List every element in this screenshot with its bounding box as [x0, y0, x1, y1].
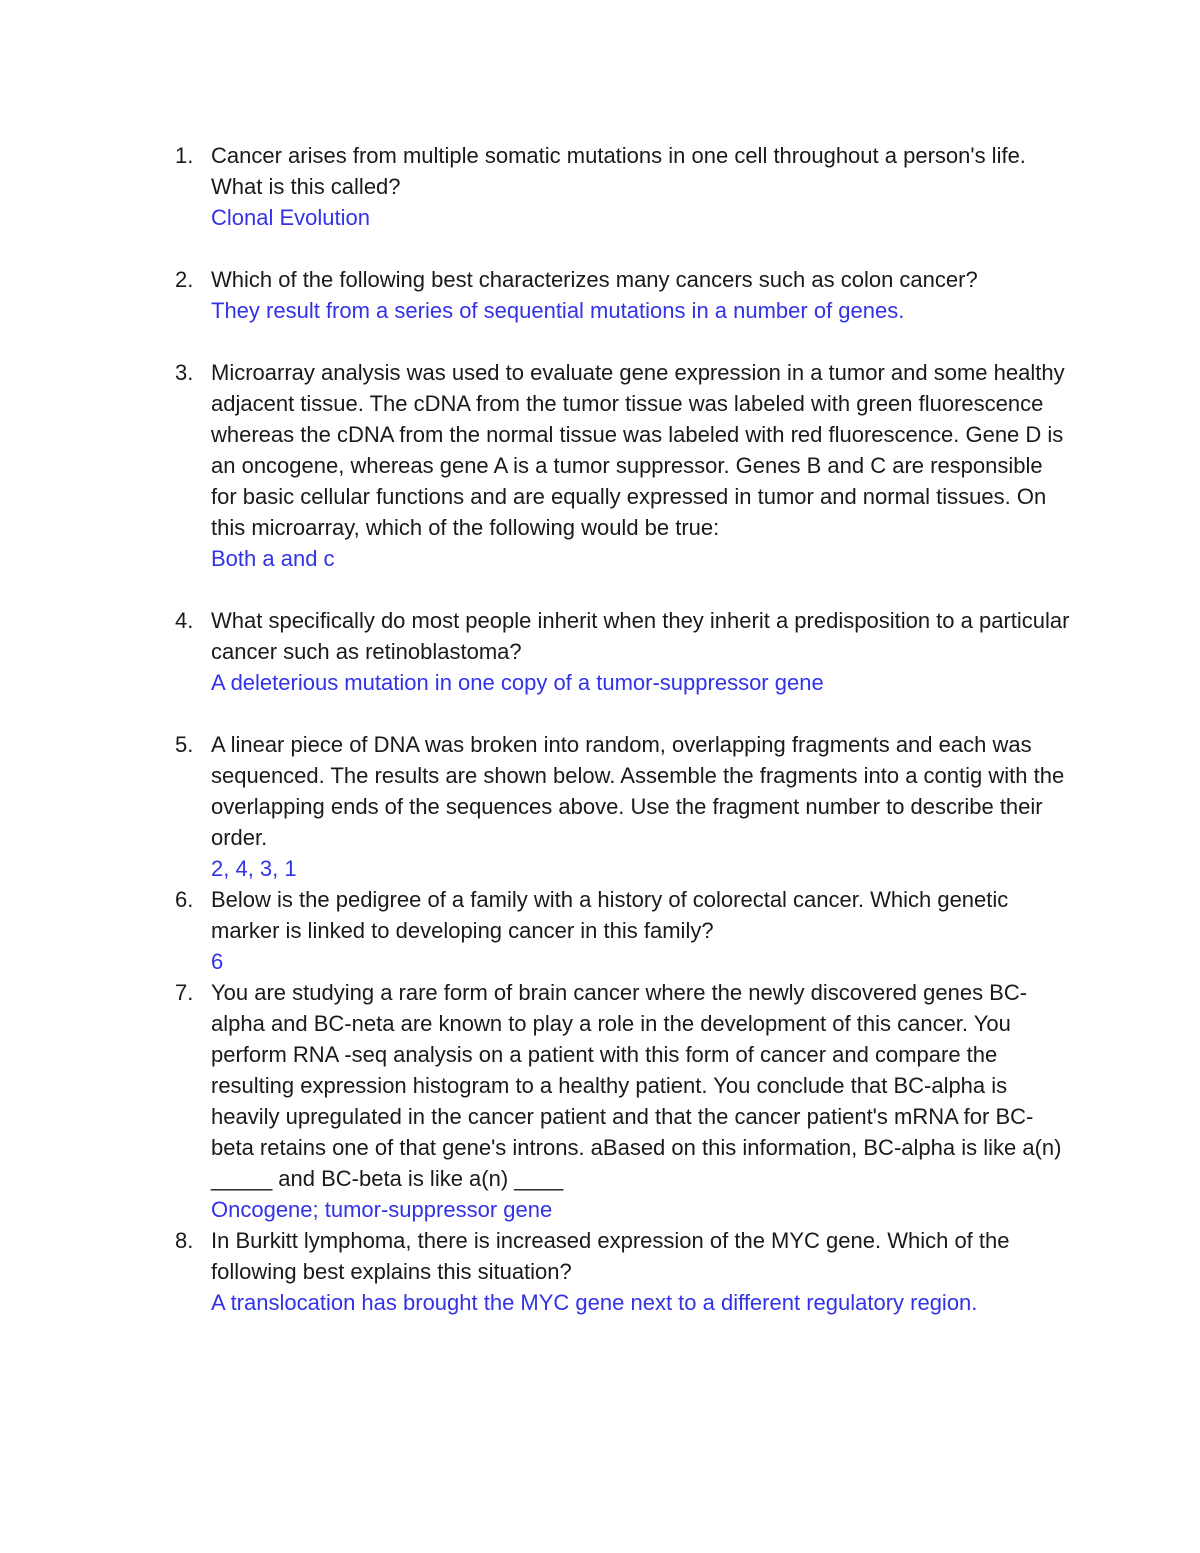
question-number: 5.	[175, 732, 194, 757]
question-list	[170, 140, 1070, 1318]
question-item-6	[170, 884, 1070, 977]
question-text: What specifically do most people inherit when they inherit a predisposition to a particular cancer such as retinoblastoma?	[211, 608, 1070, 664]
question-number: 8.	[175, 1228, 194, 1253]
answer-text: They result from a series of sequential mutations in a number of genes.	[211, 298, 905, 323]
question-text: Cancer arises from multiple somatic mutations in one cell throughout a person's life. What is this called?	[211, 143, 1026, 199]
answer-text: A translocation has brought the MYC gene next to a different regulatory region.	[211, 1290, 978, 1315]
question-number: 2.	[175, 267, 194, 292]
question-text: Which of the following best characterizes many cancers such as colon cancer?	[211, 267, 978, 292]
question-text: Microarray analysis was used to evaluate gene expression in a tumor and some healthy adjacent tissue. The cDNA from the tumor tissue was labeled with green fluorescence whereas the cDNA from the normal tissue was labeled with red fluorescence. Gene D is an oncogene, whereas gene A is a tumor suppressor. Genes B and C are responsible for basic cellular functions and are equally expressed in tumor and normal tissues. On this microarray, which of the following would be true:	[211, 360, 1065, 540]
answer-text: 6	[211, 949, 224, 974]
spacer	[170, 574, 1070, 605]
question-item-4	[170, 605, 1070, 698]
question-text: You are studying a rare form of brain cancer where the newly discovered genes BC-alpha and BC-neta are known to play a role in the development of this cancer. You perform RNA -seq analysis on a patient with this form of cancer and compare the resulting expression histogram to a healthy patient. You conclude that BC-alpha is heavily upregulated in the cancer patient and that the cancer patient's mRNA for BC-beta retains one of that gene's introns. aBased on this information, BC-alpha is like a(n) _____ and BC-beta is like a(n) ____	[211, 980, 1062, 1191]
answer-text: Oncogene; tumor-suppressor gene	[211, 1197, 553, 1222]
question-text: A linear piece of DNA was broken into random, overlapping fragments and each was sequenced. The results are shown below. Assemble the fragments into a contig with the overlapping ends of the sequences above. Use the fragment number to describe their order.	[211, 732, 1065, 850]
question-item-7	[170, 977, 1070, 1225]
question-text: In Burkitt lymphoma, there is increased expression of the MYC gene. Which of the following best explains this situation?	[211, 1228, 1010, 1284]
question-item-8	[170, 1225, 1070, 1318]
question-number: 7.	[175, 980, 194, 1005]
question-text: Below is the pedigree of a family with a history of colorectal cancer. Which genetic marker is linked to developing cancer in this family?	[211, 887, 1009, 943]
answer-text: 2, 4, 3, 1	[211, 856, 297, 881]
spacer	[170, 698, 1070, 729]
question-number: 6.	[175, 887, 194, 912]
answer-text: Both a and c	[211, 546, 335, 571]
question-number: 4.	[175, 608, 194, 633]
answer-text: Clonal Evolution	[211, 205, 370, 230]
question-number: 3.	[175, 360, 194, 385]
question-item-1	[170, 140, 1070, 233]
spacer	[170, 233, 1070, 264]
question-item-5	[170, 729, 1070, 884]
question-item-3	[170, 357, 1070, 574]
question-item-2	[170, 264, 1070, 326]
question-number: 1.	[175, 143, 194, 168]
answer-text: A deleterious mutation in one copy of a tumor-suppressor gene	[211, 670, 824, 695]
spacer	[170, 326, 1070, 357]
